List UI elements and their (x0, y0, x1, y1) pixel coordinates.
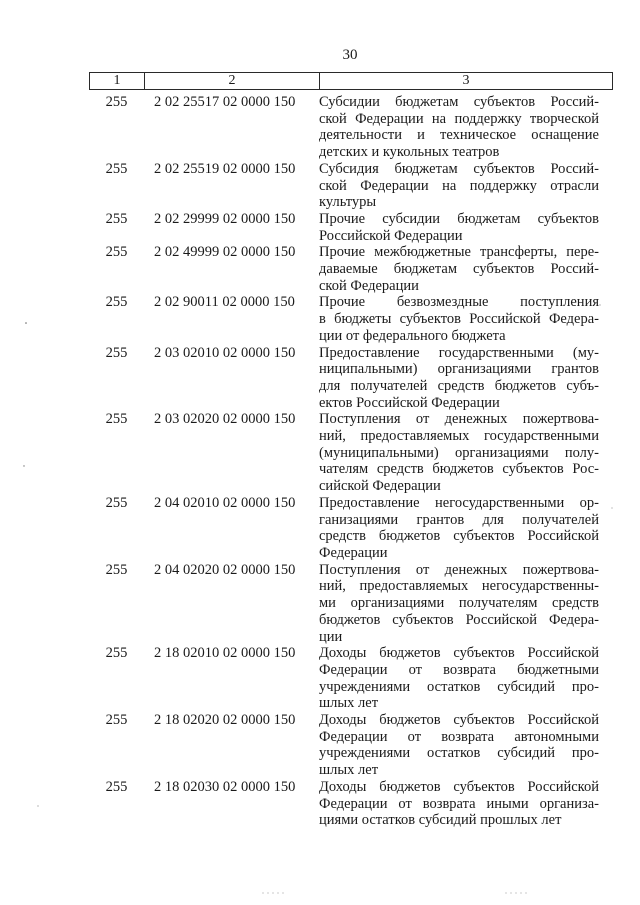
description-line: Прочие безвозмездные поступления (319, 294, 599, 311)
description-line: Российской Федерации (319, 227, 463, 244)
admin-code: 255 (105, 778, 128, 795)
admin-code: 255 (105, 712, 128, 729)
description-line: Федерации от возврата автономными (319, 728, 599, 745)
revenue-description (319, 244, 599, 294)
description-line: Субсидии бюджетам субъектов Россий- (319, 94, 599, 110)
description-line: Доходы бюджетов субъектов Российской (319, 778, 599, 795)
description-line: ний, предоставляемых государственными (319, 428, 599, 445)
revenue-code: 2 04 02020 02 0000 150 (154, 561, 296, 578)
description-line: Прочие субсидии бюджетам субъектов (319, 210, 599, 227)
admin-code: 255 (105, 94, 128, 110)
description-line: культуры (319, 194, 377, 211)
table-row (89, 294, 613, 344)
description-line: деятельности и техническое оснащение (319, 127, 599, 144)
revenue-description (319, 94, 599, 161)
table-row (89, 211, 613, 244)
revenue-description (319, 161, 599, 211)
description-line: учреждениями остатков субсидий про- (319, 745, 599, 762)
revenue-description (319, 712, 599, 779)
revenue-description (319, 495, 599, 562)
header-col-2: 2 (145, 73, 320, 89)
admin-code: 255 (105, 344, 128, 361)
table-row (89, 411, 613, 495)
revenue-description (319, 779, 599, 829)
header-col-3: 3 (462, 73, 470, 88)
revenue-code: 2 02 29999 02 0000 150 (154, 210, 296, 227)
description-line: Предоставление негосударственными ор- (319, 494, 599, 511)
description-line: учреждениями остатков субсидий про- (319, 678, 599, 695)
table-row (89, 645, 613, 712)
description-line: ции от федерального бюджета (319, 327, 506, 344)
description-line: Субсидия бюджетам субъектов Россий- (319, 160, 599, 177)
table-row (89, 345, 613, 412)
table-row (89, 779, 613, 829)
table-row (89, 244, 613, 294)
revenue-code: 2 18 02020 02 0000 150 (154, 712, 296, 729)
revenue-code: 2 03 02010 02 0000 150 (154, 344, 296, 361)
description-line: ской Федерации на поддержку творческой (319, 110, 599, 127)
revenue-code: 2 02 25519 02 0000 150 (154, 160, 296, 177)
description-line: ской Федерации на поддержку отрасли (319, 177, 599, 194)
description-line: ниципальными) организациями грантов (319, 361, 599, 378)
description-line: шлых лет (319, 762, 379, 779)
revenue-code: 2 03 02020 02 0000 150 (154, 411, 296, 428)
description-line: (муниципальными) организациями полу- (319, 444, 599, 461)
description-line: бюджетов субъектов Российской Федера- (319, 611, 599, 628)
description-line: шлых лет (319, 695, 379, 712)
table-row (89, 161, 613, 211)
revenue-description (319, 294, 599, 344)
revenue-description (319, 411, 599, 495)
admin-code: 255 (105, 244, 128, 261)
page-number: 30 (342, 47, 358, 63)
description-line: Федерации от возврата бюджетными (319, 661, 599, 678)
revenue-code: 2 18 02030 02 0000 150 (154, 778, 296, 795)
description-line: для получателей средств бюджетов субъ- (319, 377, 599, 394)
description-line: в бюджеты субъектов Российской Федера- (319, 311, 599, 328)
description-line: ектов Российской Федерации (319, 394, 500, 411)
header-col-1: 1 (90, 73, 145, 89)
admin-code: 255 (105, 411, 128, 428)
description-line: Предоставление государственными (му- (319, 344, 599, 361)
revenue-description (319, 345, 599, 412)
description-line: ции (319, 628, 343, 645)
description-line: циями остатков субсидий прошлых лет (319, 812, 562, 829)
description-line: чателям средств бюджетов субъектов Рос- (319, 461, 599, 478)
admin-code: 255 (105, 494, 128, 511)
description-line: ской Федерации (319, 277, 419, 294)
description-line: ний, предоставляемых негосударственны- (319, 578, 599, 595)
description-line: детских и кукольных театров (319, 144, 500, 161)
description-line: ганизациями грантов для получателей (319, 511, 599, 528)
description-line: сийской Федерации (319, 478, 441, 495)
revenue-description (319, 645, 599, 712)
revenue-code: 2 18 02010 02 0000 150 (154, 645, 296, 662)
table-row (89, 94, 613, 161)
description-line: ми организациями получателям средств (319, 595, 599, 612)
revenue-description (319, 562, 599, 646)
description-line: даваемые бюджетам субъектов Россий- (319, 261, 599, 278)
description-line: Доходы бюджетов субъектов Российской (319, 712, 599, 729)
table-header (89, 72, 613, 90)
revenue-description (319, 211, 599, 244)
table-row (89, 495, 613, 562)
revenue-code: 2 02 49999 02 0000 150 (154, 244, 296, 261)
admin-code: 255 (105, 561, 128, 578)
revenue-code: 2 02 90011 02 0000 150 (154, 294, 295, 311)
description-line: Поступления от денежных пожертвова- (319, 411, 599, 428)
description-line: Прочие межбюджетные трансферты, пере- (319, 244, 599, 261)
description-line: Федерации от возврата иными организа- (319, 795, 599, 812)
admin-code: 255 (105, 160, 128, 177)
revenue-code: 2 04 02010 02 0000 150 (154, 494, 296, 511)
description-line: Федерации (319, 544, 388, 561)
description-line: Поступления от денежных пожертвова- (319, 561, 599, 578)
table-row (89, 562, 613, 646)
description-line: средств бюджетов субъектов Российской (319, 528, 599, 545)
revenue-code: 2 02 25517 02 0000 150 (154, 94, 296, 110)
admin-code: 255 (105, 294, 128, 311)
admin-code: 255 (105, 645, 128, 662)
description-line: Доходы бюджетов субъектов Российской (319, 645, 599, 662)
table-row (89, 712, 613, 779)
admin-code: 255 (105, 210, 128, 227)
table-body (89, 94, 613, 829)
